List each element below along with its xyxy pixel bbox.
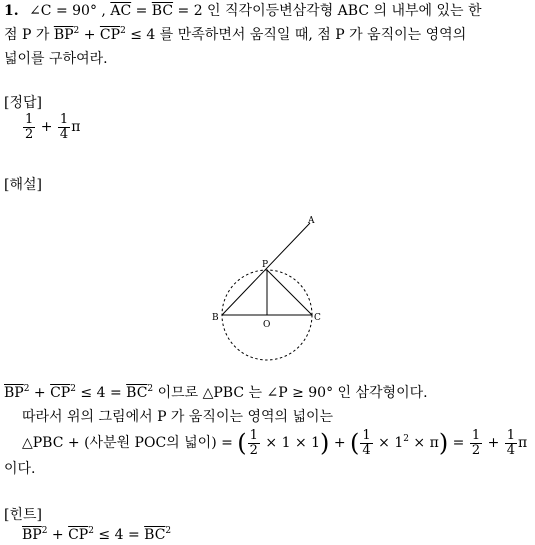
pi-symbol: π bbox=[71, 119, 81, 135]
problem-line-3: 넓이를 구하여라. bbox=[4, 51, 108, 67]
paren: ) bbox=[438, 429, 449, 457]
exponent: 2 bbox=[147, 384, 154, 394]
label-b: B bbox=[212, 313, 219, 323]
equals: = bbox=[131, 3, 152, 19]
fraction bbox=[23, 113, 35, 142]
exponent: 2 bbox=[41, 526, 48, 536]
label-a: A bbox=[308, 216, 315, 226]
problem-line-2 bbox=[4, 26, 466, 44]
solution-label: [해설] bbox=[4, 177, 42, 193]
plus-sign: + bbox=[79, 27, 100, 43]
product: × 1 × 1 bbox=[260, 435, 321, 451]
segment-cp: $\overline{CP}$ bbox=[99, 27, 121, 43]
solution-text: 이므로 △PBC 는 ∠P ≥ 90° 인 삼각형이다. bbox=[153, 385, 428, 401]
numerator: 1 bbox=[471, 427, 481, 443]
paren: ) bbox=[320, 429, 330, 457]
exponent: 2 bbox=[403, 434, 409, 444]
fraction bbox=[248, 429, 260, 458]
segment-cp: $\overline{CP}$ bbox=[68, 527, 89, 543]
segment-bc: $\overline{BC}$ bbox=[126, 385, 148, 401]
denominator: 2 bbox=[249, 442, 258, 458]
segment-bp: $\overline{BP}$ bbox=[53, 27, 74, 43]
segment-bp: $\overline{BP}$ bbox=[4, 385, 24, 401]
paren: ( bbox=[237, 429, 247, 457]
problem-text: = 2 인 직각이등변삼각형 ABC 의 내부에 있는 한 bbox=[173, 3, 482, 19]
fraction bbox=[360, 429, 372, 458]
solution-line-1 bbox=[4, 384, 428, 402]
denominator: 2 bbox=[25, 126, 34, 142]
equals: = bbox=[448, 435, 469, 451]
problem-line-1 bbox=[4, 2, 482, 20]
fraction bbox=[505, 429, 517, 458]
segment-ac: $\overline{AC}$ bbox=[110, 3, 132, 19]
numerator: 1 bbox=[249, 427, 258, 443]
hint-label: [힌트] bbox=[4, 507, 42, 523]
exponent: 2 bbox=[88, 526, 94, 536]
pi-symbol: π bbox=[518, 435, 528, 451]
segment-bc: $\overline{BC}$ bbox=[151, 3, 174, 19]
plus-sign: + bbox=[36, 119, 57, 135]
exponent: 2 bbox=[23, 384, 30, 394]
label-c: C bbox=[314, 313, 321, 323]
solution-text: △PBC + (사분원 POC의 넓이) = bbox=[22, 435, 238, 451]
denominator: 4 bbox=[362, 442, 371, 458]
denominator: 4 bbox=[59, 126, 69, 142]
hint-expression bbox=[22, 526, 171, 544]
exponent: 2 bbox=[165, 526, 172, 536]
exponent: 2 bbox=[120, 26, 126, 36]
problem-text: ∠C = 90° , bbox=[29, 3, 111, 19]
problem-text: ≤ 4 를 만족하면서 움직일 때, 점 P 가 움직이는 영역의 bbox=[125, 27, 467, 43]
exponent: 2 bbox=[70, 384, 76, 394]
numerator: 1 bbox=[25, 111, 34, 127]
fraction bbox=[58, 113, 70, 142]
segment-bp: $\overline{BP}$ bbox=[22, 527, 42, 543]
inequality: ≤ 4 = bbox=[75, 385, 127, 401]
segment-pc bbox=[267, 270, 312, 315]
paren: ( bbox=[350, 429, 360, 457]
problem-text: 점 P 가 bbox=[4, 27, 54, 43]
numerator: 1 bbox=[362, 427, 371, 443]
segment-cp: $\overline{CP}$ bbox=[50, 385, 71, 401]
denominator: 2 bbox=[471, 442, 481, 458]
geometry-diagram bbox=[200, 205, 330, 365]
solution-line-3 bbox=[22, 426, 527, 460]
numerator: 1 bbox=[506, 427, 516, 443]
label-p: P bbox=[262, 260, 269, 270]
product: × π bbox=[408, 435, 439, 451]
plus-sign: + bbox=[483, 435, 504, 451]
answer-expression bbox=[22, 112, 80, 142]
plus-sign: + bbox=[29, 385, 51, 401]
answer-label: [정답] bbox=[4, 95, 42, 111]
label-o: O bbox=[263, 320, 271, 330]
problem-number: 1. bbox=[4, 3, 19, 19]
denominator: 4 bbox=[506, 442, 516, 458]
segment-bc: $\overline{BC}$ bbox=[144, 527, 166, 543]
exponent: 2 bbox=[73, 26, 80, 36]
solution-line-2: 따라서 위의 그림에서 P 가 움직이는 영역의 넓이는 bbox=[22, 409, 334, 425]
product: × 1 bbox=[373, 435, 404, 451]
numerator: 1 bbox=[59, 111, 69, 127]
fraction bbox=[470, 429, 482, 458]
inequality: ≤ 4 = bbox=[93, 527, 145, 543]
plus-sign: + bbox=[47, 527, 69, 543]
solution-line-4: 이다. bbox=[4, 461, 36, 477]
plus-sign: + bbox=[329, 435, 351, 451]
